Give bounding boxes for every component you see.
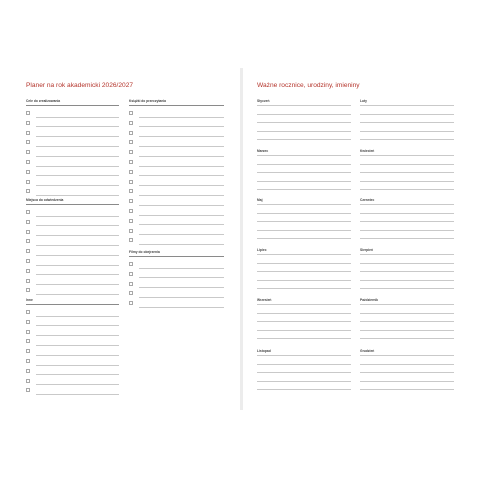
month-heading-april: Kwiecień bbox=[360, 149, 375, 153]
write-line bbox=[360, 131, 454, 132]
write-line bbox=[257, 122, 351, 123]
checklist-row bbox=[26, 276, 119, 286]
checklist-row bbox=[26, 236, 119, 246]
write-line bbox=[257, 304, 351, 305]
write-line bbox=[257, 172, 351, 173]
write-line bbox=[360, 364, 454, 365]
checklist-row bbox=[129, 157, 224, 167]
write-line bbox=[36, 294, 119, 295]
write-line bbox=[360, 213, 454, 214]
checklist-row bbox=[26, 366, 119, 376]
checkbox[interactable] bbox=[129, 301, 133, 305]
write-line bbox=[360, 172, 454, 173]
write-line bbox=[360, 381, 454, 382]
checklist-row bbox=[26, 128, 119, 138]
write-line bbox=[360, 313, 454, 314]
month-heading-march: Marzec bbox=[257, 149, 269, 153]
checkbox[interactable] bbox=[129, 219, 133, 223]
write-line bbox=[257, 280, 351, 281]
checklist-row bbox=[26, 207, 119, 217]
checkbox[interactable] bbox=[26, 170, 30, 174]
write-line bbox=[257, 330, 351, 331]
checkbox[interactable] bbox=[26, 160, 30, 164]
checkbox[interactable] bbox=[129, 131, 133, 135]
write-line bbox=[257, 238, 351, 239]
checklist-row bbox=[26, 108, 119, 118]
write-line bbox=[257, 254, 351, 255]
checklist-row bbox=[129, 167, 224, 177]
section-heading-films: Filmy do obejrzenia bbox=[129, 250, 160, 254]
write-line bbox=[360, 230, 454, 231]
checkbox[interactable] bbox=[129, 170, 133, 174]
checklist-row bbox=[26, 285, 119, 295]
checkbox[interactable] bbox=[129, 121, 133, 125]
checkbox[interactable] bbox=[26, 121, 30, 125]
checkbox[interactable] bbox=[26, 349, 30, 353]
write-line bbox=[360, 254, 454, 255]
checklist-row bbox=[26, 336, 119, 346]
write-line bbox=[257, 230, 351, 231]
write-line bbox=[360, 271, 454, 272]
write-line bbox=[360, 105, 454, 106]
month-heading-january: Styczeń bbox=[257, 99, 270, 103]
section-heading-rule bbox=[26, 204, 119, 205]
write-line bbox=[257, 139, 351, 140]
write-line bbox=[360, 263, 454, 264]
checkbox[interactable] bbox=[26, 388, 30, 392]
checklist-row bbox=[129, 177, 224, 187]
checklist-row bbox=[26, 137, 119, 147]
checklist-row bbox=[129, 118, 224, 128]
month-heading-october: Październik bbox=[360, 298, 379, 302]
write-line bbox=[257, 355, 351, 356]
write-line bbox=[360, 280, 454, 281]
checklist-row bbox=[129, 186, 224, 196]
checkbox[interactable] bbox=[129, 199, 133, 203]
checklist-row bbox=[129, 108, 224, 118]
write-line bbox=[257, 372, 351, 373]
checkbox[interactable] bbox=[129, 291, 133, 295]
checkbox[interactable] bbox=[26, 180, 30, 184]
checklist-row bbox=[26, 217, 119, 227]
write-line bbox=[257, 189, 351, 190]
write-line bbox=[257, 313, 351, 314]
checklist-row bbox=[129, 235, 224, 245]
section-heading-goals: Cele do zrealizowania bbox=[26, 99, 61, 103]
write-line bbox=[360, 321, 454, 322]
write-line bbox=[36, 195, 119, 196]
checkbox[interactable] bbox=[26, 269, 30, 273]
checkbox[interactable] bbox=[129, 180, 133, 184]
month-heading-september: Wrzesień bbox=[257, 298, 272, 302]
checkbox[interactable] bbox=[129, 272, 133, 276]
write-line bbox=[257, 213, 351, 214]
month-heading-december: Grudzień bbox=[360, 349, 375, 353]
page-title: Ważne rocznice, urodziny, imieniny bbox=[257, 82, 360, 89]
checkbox[interactable] bbox=[26, 249, 30, 253]
checklist-row bbox=[26, 147, 119, 157]
checklist-row bbox=[129, 216, 224, 226]
checkbox[interactable] bbox=[129, 209, 133, 213]
checkbox[interactable] bbox=[129, 262, 133, 266]
checklist-row bbox=[26, 376, 119, 386]
checklist-row bbox=[129, 279, 224, 289]
write-line bbox=[257, 321, 351, 322]
write-line bbox=[257, 221, 351, 222]
write-line bbox=[257, 131, 351, 132]
section-heading-rule bbox=[129, 256, 224, 257]
write-line bbox=[360, 155, 454, 156]
section-heading-books: Książki do przeczytania bbox=[129, 99, 167, 103]
checkbox[interactable] bbox=[129, 229, 133, 233]
checkbox[interactable] bbox=[26, 131, 30, 135]
left-planner-page bbox=[18, 68, 240, 410]
checkbox[interactable] bbox=[129, 160, 133, 164]
checkbox[interactable] bbox=[26, 310, 30, 314]
checkbox[interactable] bbox=[129, 282, 133, 286]
checkbox[interactable] bbox=[26, 379, 30, 383]
checklist-row bbox=[26, 317, 119, 327]
month-heading-november: Listopad bbox=[257, 349, 271, 353]
month-heading-february: Luty bbox=[360, 99, 367, 103]
checkbox[interactable] bbox=[26, 279, 30, 283]
write-line bbox=[257, 181, 351, 182]
write-line bbox=[360, 139, 454, 140]
checkbox[interactable] bbox=[26, 359, 30, 363]
checklist-row bbox=[26, 327, 119, 337]
write-line bbox=[257, 105, 351, 106]
checkbox[interactable] bbox=[26, 259, 30, 263]
checkbox[interactable] bbox=[129, 111, 133, 115]
checklist-row bbox=[129, 269, 224, 279]
checklist-row bbox=[129, 137, 224, 147]
write-line bbox=[360, 330, 454, 331]
write-line bbox=[360, 355, 454, 356]
checkbox[interactable] bbox=[26, 220, 30, 224]
checklist-row bbox=[129, 147, 224, 157]
write-line bbox=[257, 271, 351, 272]
write-line bbox=[360, 204, 454, 205]
write-line bbox=[360, 389, 454, 390]
checklist-row bbox=[26, 118, 119, 128]
checkbox[interactable] bbox=[26, 230, 30, 234]
month-heading-august: Sierpień bbox=[360, 248, 374, 252]
checklist-row bbox=[129, 206, 224, 216]
checklist-row bbox=[26, 186, 119, 196]
checkbox[interactable] bbox=[26, 339, 30, 343]
write-line bbox=[360, 114, 454, 115]
checkbox[interactable] bbox=[26, 210, 30, 214]
checkbox[interactable] bbox=[26, 320, 30, 324]
write-line bbox=[257, 114, 351, 115]
checklist-row bbox=[129, 196, 224, 206]
checklist-row bbox=[129, 259, 224, 269]
checkbox[interactable] bbox=[26, 111, 30, 115]
write-line bbox=[257, 338, 351, 339]
checklist-row bbox=[26, 167, 119, 177]
write-line bbox=[257, 288, 351, 289]
checkbox[interactable] bbox=[26, 239, 30, 243]
checklist-row bbox=[26, 356, 119, 366]
month-heading-may: Maj bbox=[257, 198, 263, 202]
write-line bbox=[36, 394, 119, 395]
write-line bbox=[257, 164, 351, 165]
write-line bbox=[257, 263, 351, 264]
checklist-row bbox=[26, 307, 119, 317]
checklist-row bbox=[129, 298, 224, 308]
write-line bbox=[257, 204, 351, 205]
checkbox[interactable] bbox=[26, 288, 30, 292]
checklist-row bbox=[26, 266, 119, 276]
checkbox[interactable] bbox=[26, 140, 30, 144]
checkbox[interactable] bbox=[129, 238, 133, 242]
write-line bbox=[360, 338, 454, 339]
write-line bbox=[257, 155, 351, 156]
write-line bbox=[360, 122, 454, 123]
write-line bbox=[360, 288, 454, 289]
checklist-row bbox=[26, 177, 119, 187]
write-line bbox=[257, 381, 351, 382]
checkbox[interactable] bbox=[26, 330, 30, 334]
checklist-row bbox=[26, 385, 119, 395]
checkbox[interactable] bbox=[26, 150, 30, 154]
checkbox[interactable] bbox=[26, 189, 30, 193]
checkbox[interactable] bbox=[26, 369, 30, 373]
write-line bbox=[360, 304, 454, 305]
write-line bbox=[360, 164, 454, 165]
checklist-row bbox=[26, 157, 119, 167]
section-heading-other: Inne bbox=[26, 298, 33, 302]
month-heading-july: Lipiec bbox=[257, 248, 267, 252]
checklist-row bbox=[26, 346, 119, 356]
checkbox[interactable] bbox=[129, 189, 133, 193]
section-heading-rule bbox=[26, 304, 119, 305]
checkbox[interactable] bbox=[129, 150, 133, 154]
checklist-row bbox=[129, 288, 224, 298]
section-heading-rule bbox=[129, 105, 224, 106]
write-line bbox=[257, 364, 351, 365]
write-line bbox=[139, 244, 224, 245]
checklist-row bbox=[129, 128, 224, 138]
write-line bbox=[360, 372, 454, 373]
write-line bbox=[139, 307, 224, 308]
checkbox[interactable] bbox=[129, 140, 133, 144]
write-line bbox=[360, 181, 454, 182]
write-line bbox=[360, 221, 454, 222]
write-line bbox=[360, 189, 454, 190]
checklist-row bbox=[26, 246, 119, 256]
write-line bbox=[360, 238, 454, 239]
checklist-row bbox=[26, 256, 119, 266]
checklist-row bbox=[26, 227, 119, 237]
month-heading-june: Czerwiec bbox=[360, 198, 375, 202]
section-heading-rule bbox=[26, 105, 119, 106]
checklist-row bbox=[129, 226, 224, 236]
write-line bbox=[257, 389, 351, 390]
section-heading-places: Miejsca do odwiedzenia bbox=[26, 198, 64, 202]
right-anniversaries-page bbox=[243, 68, 462, 410]
page-title: Planer na rok akademicki 2026/2027 bbox=[26, 82, 134, 89]
